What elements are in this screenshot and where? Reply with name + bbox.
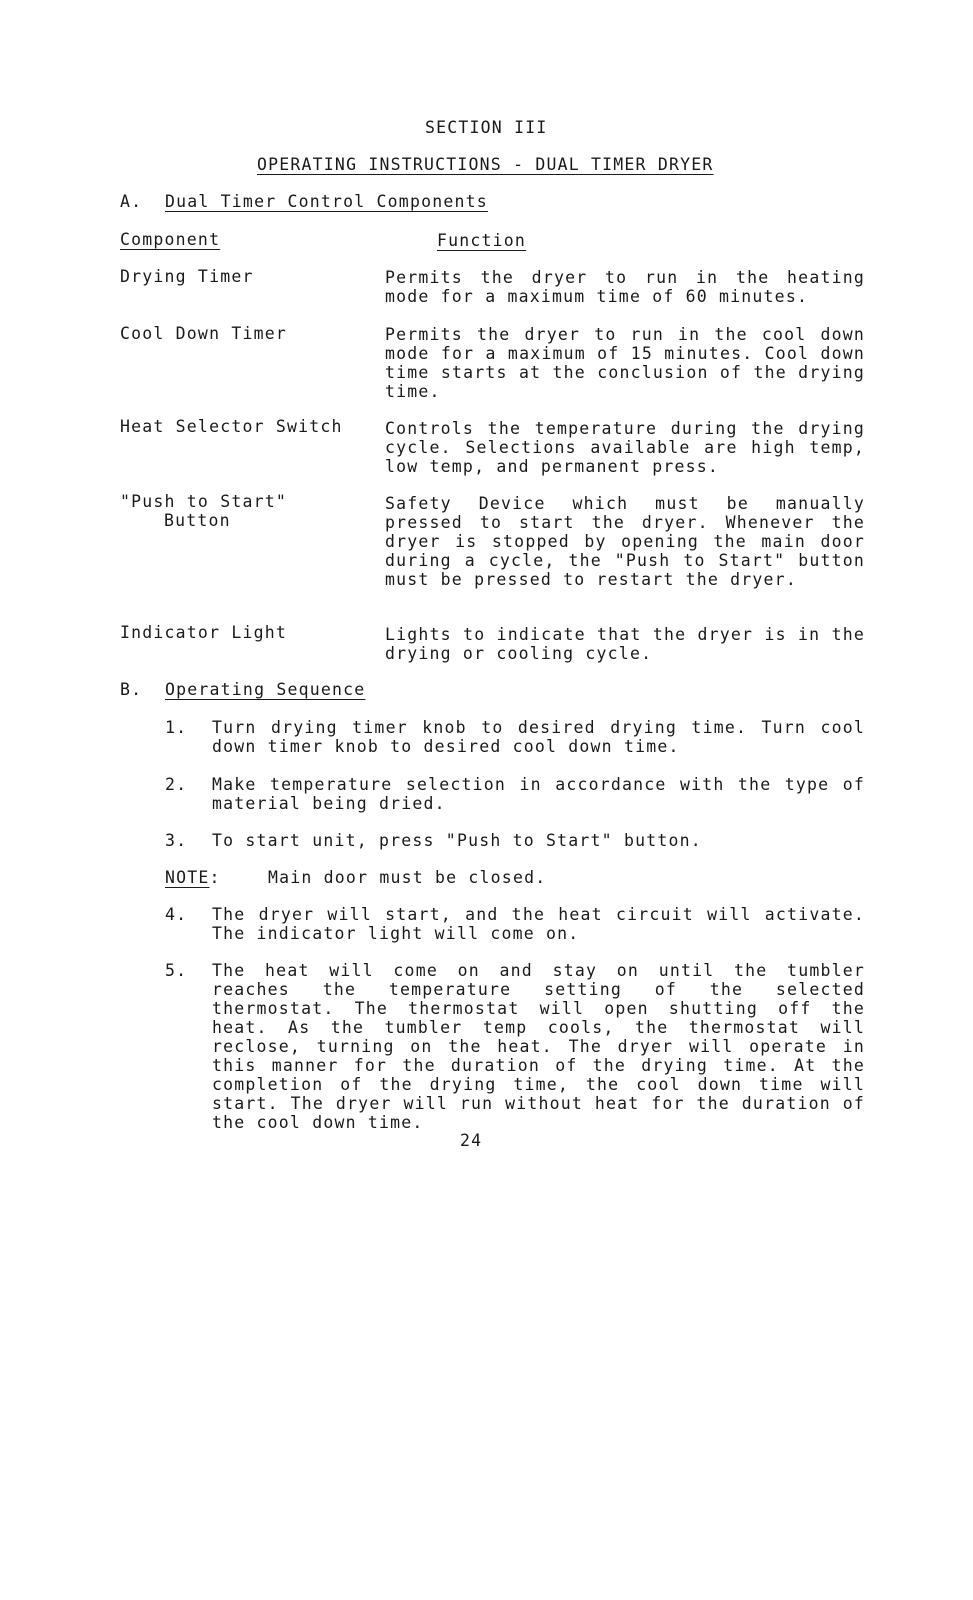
component-function: Lights to indicate that the dryer is in the drying or cooling cycle. xyxy=(385,625,865,663)
component-function: Permits the dryer to run in the cool down mode for a maximum of 15 minutes. Cool down time starts at the conclusion of the drying time. xyxy=(385,325,865,401)
note xyxy=(165,868,221,887)
part-a-heading: Dual Timer Control Components xyxy=(165,192,488,211)
note-label: NOTE xyxy=(165,868,210,887)
step-text: Turn drying timer knob to desired drying time. Turn cool down timer knob to desired cool down time. xyxy=(212,718,865,756)
part-b-letter: B. xyxy=(120,680,143,699)
part-b-heading: Operating Sequence xyxy=(165,680,366,699)
step-number: 1. xyxy=(165,718,188,737)
component-name: Drying Timer xyxy=(120,267,254,286)
note-colon: : xyxy=(209,868,221,887)
part-a-letter: A. xyxy=(120,192,143,211)
step-text: Make temperature selection in accordance with the type of material being dried. xyxy=(212,775,865,813)
component-name: Cool Down Timer xyxy=(120,324,288,343)
component-function: Safety Device which must be manually pressed to start the dryer. Whenever the dryer is stopped by opening the main door during a cycle, the "Push to Start" button must be pressed to restart the dryer. xyxy=(385,494,865,589)
page-number: 24 xyxy=(460,1131,483,1150)
document-title: OPERATING INSTRUCTIONS - DUAL TIMER DRYER xyxy=(257,155,714,174)
step-number: 5. xyxy=(165,961,188,980)
column-header-component: Component xyxy=(120,230,221,249)
note-text: Main door must be closed. xyxy=(268,868,547,887)
step-text: The dryer will start, and the heat circuit will activate. The indicator light will come on. xyxy=(212,905,865,943)
component-function: Controls the temperature during the drying cycle. Selections available are high temp, low temp, and permanent press. xyxy=(385,419,865,476)
step-number: 3. xyxy=(165,831,188,850)
step-number: 2. xyxy=(165,775,188,794)
section-title: SECTION III xyxy=(425,118,548,137)
component-name-line2: Button xyxy=(164,511,231,530)
component-name: Indicator Light xyxy=(120,623,288,642)
step-text: To start unit, press "Push to Start" button. xyxy=(212,831,702,850)
step-text: The heat will come on and stay on until the tumbler reaches the temperature setting of the selected thermostat. The thermostat will open shutting off the heat. As the tumbler temp cools, the thermostat will reclose, turning on the heat. The dryer will operate in this manner for the duration of the drying time. At the completion of the drying time, the cool down time will start. The dryer will run without heat for the duration of the cool down time. xyxy=(212,961,865,1132)
component-name: "Push to Start" xyxy=(120,492,288,511)
component-name: Heat Selector Switch xyxy=(120,417,343,436)
component-function: Permits the dryer to run in the heating mode for a maximum time of 60 minutes. xyxy=(385,268,865,306)
column-header-function: Function xyxy=(437,231,527,250)
step-number: 4. xyxy=(165,905,188,924)
